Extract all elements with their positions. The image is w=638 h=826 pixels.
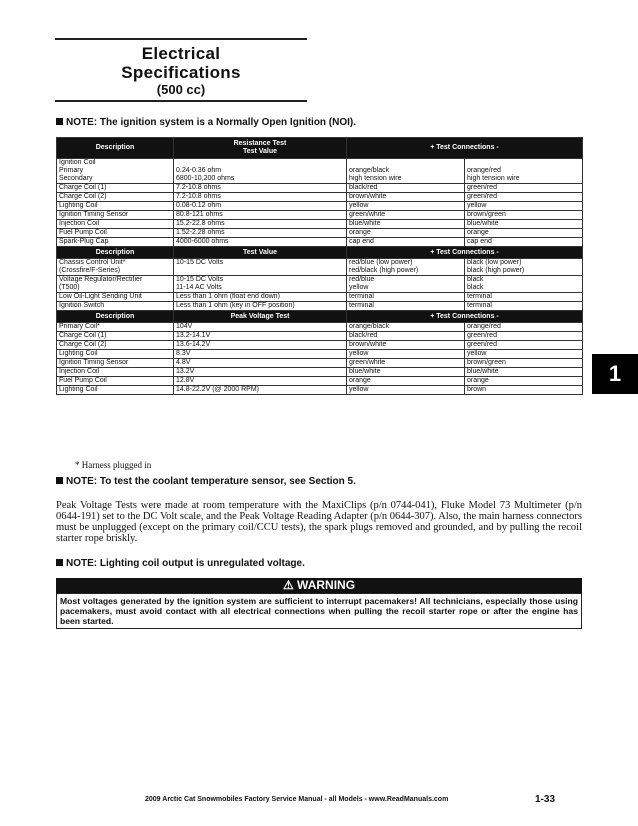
- table-row: [57, 359, 583, 368]
- table-row: [57, 276, 583, 293]
- col-header-resistance: Resistance Test Test Value: [174, 138, 347, 159]
- col-header-test-connections-2: + Test Connections -: [347, 247, 583, 259]
- table-cell: orange: [465, 377, 583, 386]
- col-header-peak-voltage: Peak Voltage Test: [174, 311, 347, 323]
- table-cell: 1.52-2.28 ohms: [174, 229, 347, 238]
- col-header-test-value: Test Value: [174, 247, 347, 259]
- table-cell: yellow: [347, 202, 465, 211]
- table-cell: Less than 1 ohm (float end down): [174, 293, 347, 302]
- table-cell: Spark-Plug Cap: [57, 238, 174, 247]
- table-cell: 104V: [174, 323, 347, 332]
- table-cell: red/blue yellow: [347, 276, 465, 293]
- table-cell: orange: [347, 229, 465, 238]
- table-cell: black/red: [347, 332, 465, 341]
- note-lighting-text: NOTE: Lighting coil output is unregulated voltage.: [66, 558, 305, 569]
- table-row: [57, 377, 583, 386]
- table-cell: black/red: [347, 184, 465, 193]
- table-cell: Voltage Regulator/Rectifier (T500): [57, 276, 174, 293]
- table-cell: Charge Coil (2): [57, 193, 174, 202]
- table-cell: brown/green: [465, 359, 583, 368]
- warning-header: ⚠ WARNING: [56, 578, 582, 593]
- table-cell: brown/green: [465, 211, 583, 220]
- section-tab: 1: [592, 354, 638, 394]
- table-row: [57, 386, 583, 395]
- table-cell: Injection Coil: [57, 220, 174, 229]
- col-header-test-connections-3: + Test Connections -: [347, 311, 583, 323]
- table-cell: red/blue (low power) red/black (high power): [347, 259, 465, 276]
- table-cell: blue/white: [347, 220, 465, 229]
- table-cell: yellow: [465, 350, 583, 359]
- table-cell: green/white: [347, 359, 465, 368]
- table-cell: terminal: [347, 302, 465, 311]
- table-cell: yellow: [465, 202, 583, 211]
- test-value-rows: [57, 259, 583, 311]
- table-cell: 7.2-10.8 ohms: [174, 184, 347, 193]
- table-cell: black black: [465, 276, 583, 293]
- table-cell: 12.8V: [174, 377, 347, 386]
- col-header-test-connections: + Test Connections -: [347, 138, 583, 159]
- table-cell: 15.2-22.8 ohms: [174, 220, 347, 229]
- table-row: [57, 293, 583, 302]
- warning-body: Most voltages generated by the ignition system are sufficient to interrupt pacemakers! All technicians, especially those using pacemakers, must avoid contact with all electrical connections when pulling the recoil starter rope or after the engine has been started.: [56, 593, 582, 629]
- note-coolant: [56, 476, 356, 487]
- table-row: [57, 368, 583, 377]
- table-cell: Less than 1 ohm (key in OFF position): [174, 302, 347, 311]
- table-cell: 13.6-14.2V: [174, 341, 347, 350]
- note-lighting: [56, 558, 305, 569]
- page-title-line2: Specifications: [121, 63, 241, 82]
- table-cell: 0.08-0.12 ohm: [174, 202, 347, 211]
- peak-voltage-paragraph: Peak Voltage Tests were made at room temperature with the MaxiClips (p/n 0744-041), Fluke Model 73 Multimeter (p/n 0644-191) set to the DC Volt scale, and the Peak Voltage Reading Adapter (p/n 0644-307). Also, the main harness connectors must be unplugged (except on the primary coil/CCU tests), the spark plugs removed and grounded, and by pulling the recoil starter rope briskly.: [56, 500, 582, 544]
- table-row: [57, 229, 583, 238]
- table-row: [57, 323, 583, 332]
- table-cell: Chassis Control Unit* (Crossfire/F-Series): [57, 259, 174, 276]
- page-footer: 2009 Arctic Cat Snowmobiles Factory Service Manual - all Models - www.ReadManuals.com: [145, 796, 449, 803]
- table-cell: orange: [347, 377, 465, 386]
- table-cell: Lighting Coil: [57, 350, 174, 359]
- table-cell: orange/red: [465, 323, 583, 332]
- table-cell: yellow: [347, 386, 465, 395]
- bullet-square-icon: [56, 118, 63, 125]
- note-ignition: [56, 117, 356, 128]
- table-row: [57, 220, 583, 229]
- table-cell: green/red: [465, 193, 583, 202]
- table-row: [57, 341, 583, 350]
- table-cell: 13.2-14.1V: [174, 332, 347, 341]
- table-cell: yellow: [347, 350, 465, 359]
- table-cell: 10-15 DC Volts 11-14 AC Volts: [174, 276, 347, 293]
- table-cell: orange: [465, 229, 583, 238]
- table-cell: Lighting Coil: [57, 386, 174, 395]
- page-number: 1-33: [535, 794, 556, 805]
- table-cell: Ignition Timing Sensor: [57, 211, 174, 220]
- note-coolant-text: NOTE: To test the coolant temperature sensor, see Section 5.: [66, 476, 356, 487]
- table-footnote: * Harness plugged in: [75, 460, 152, 470]
- table-cell: terminal: [465, 293, 583, 302]
- peak-voltage-rows: [57, 323, 583, 395]
- table-header-peak-voltage: [57, 311, 583, 323]
- table-cell: orange/black: [347, 323, 465, 332]
- resistance-rows: [57, 159, 583, 247]
- table-cell: Low Oil-Light Sending Unit: [57, 293, 174, 302]
- table-cell: Primary Coil*: [57, 323, 174, 332]
- table-cell: terminal: [347, 293, 465, 302]
- table-cell: cap end: [465, 238, 583, 247]
- bullet-square-icon: [56, 559, 63, 566]
- table-row: [57, 302, 583, 311]
- table-header-test-value: [57, 247, 583, 259]
- table-cell: Charge Coil (1): [57, 184, 174, 193]
- table-cell: 4000-6000 ohms: [174, 238, 347, 247]
- table-cell: 7.2-10.8 ohms: [174, 193, 347, 202]
- table-cell: green/red: [465, 184, 583, 193]
- table-cell: 13.2V: [174, 368, 347, 377]
- table-cell: brown/white: [347, 193, 465, 202]
- table-cell: orange/black high tension wire: [347, 159, 465, 184]
- title-block: [55, 38, 307, 102]
- table-cell: 0.24-0.36 ohm 6800-10,200 ohms: [174, 159, 347, 184]
- table-cell: blue/white: [465, 368, 583, 377]
- table-row: [57, 211, 583, 220]
- table-row: [57, 350, 583, 359]
- title-rule-bottom: [55, 100, 307, 102]
- col-header-description: Description: [57, 138, 174, 159]
- table-cell: 10-15 DC Volts: [174, 259, 347, 276]
- table-cell: 14.8-22.2V (@ 2000 RPM): [174, 386, 347, 395]
- table-cell: Ignition Coil Primary Secondary: [57, 159, 174, 184]
- table-row: [57, 159, 583, 184]
- table-cell: blue/white: [347, 368, 465, 377]
- page-subtitle: (500 cc): [156, 82, 206, 97]
- note-ignition-text: NOTE: The ignition system is a Normally Open Ignition (NOI).: [66, 117, 357, 128]
- table-row: [57, 259, 583, 276]
- table-cell: blue/white: [465, 220, 583, 229]
- table-cell: Charge Coil (1): [57, 332, 174, 341]
- electrical-spec-table: [56, 137, 583, 395]
- table-cell: Ignition Switch: [57, 302, 174, 311]
- table-row: [57, 202, 583, 211]
- col-header-description-2: Description: [57, 247, 174, 259]
- bullet-square-icon: [56, 477, 63, 484]
- table-row: [57, 193, 583, 202]
- table-cell: brown: [465, 386, 583, 395]
- col-header-description-3: Description: [57, 311, 174, 323]
- table-cell: black (low power) black (high power): [465, 259, 583, 276]
- table-cell: 4.8V: [174, 359, 347, 368]
- table-cell: orange/red high tension wire: [465, 159, 583, 184]
- table-row: [57, 184, 583, 193]
- table-cell: 80.8-121 ohms: [174, 211, 347, 220]
- table-cell: terminal: [465, 302, 583, 311]
- table-cell: Fuel Pump Coil: [57, 377, 174, 386]
- table-cell: 8.3V: [174, 350, 347, 359]
- table-cell: green/red: [465, 341, 583, 350]
- table-cell: Fuel Pump Coil: [57, 229, 174, 238]
- table-cell: Lighting Coil: [57, 202, 174, 211]
- table-row: [57, 332, 583, 341]
- table-row: [57, 238, 583, 247]
- table-cell: Injection Coil: [57, 368, 174, 377]
- table-cell: Charge Coil (2): [57, 341, 174, 350]
- table-cell: Ignition Timing Sensor: [57, 359, 174, 368]
- page-title: Electrical: [141, 44, 221, 63]
- title-rule-top: [55, 38, 307, 40]
- table-cell: green/red: [465, 332, 583, 341]
- table-header-resistance: [57, 138, 583, 159]
- table-cell: green/white: [347, 211, 465, 220]
- table-cell: brown/white: [347, 341, 465, 350]
- table-cell: cap end: [347, 238, 465, 247]
